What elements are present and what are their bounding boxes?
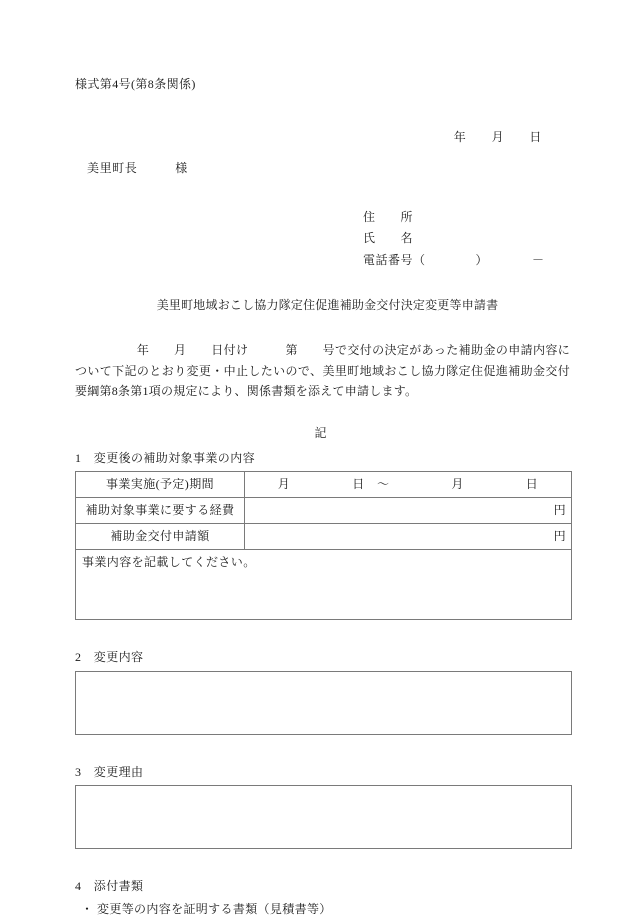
project-details-table bbox=[75, 471, 572, 620]
row-label-period: 事業実施(予定)期間 bbox=[76, 472, 245, 498]
applicant-block bbox=[75, 208, 570, 270]
applicant-phone-label: 電話番号（ ） － bbox=[363, 252, 545, 267]
project-description-cell[interactable]: 事業内容を記載してください。 bbox=[76, 550, 572, 620]
applicant-address-label: 住 所 bbox=[363, 209, 414, 224]
form-number: 様式第4号(第8条関係) bbox=[75, 77, 196, 91]
addressee: 美里町長 様 bbox=[87, 161, 188, 176]
table-row bbox=[76, 550, 572, 620]
row-label-subsidy-amount: 補助金交付申請額 bbox=[76, 524, 245, 550]
issue-date-line: 年 月 日 bbox=[453, 129, 542, 144]
body-paragraph-rest: について下記のとおり変更・中止したいので、美里町地域おこし協力隊定住促進補助金交付要綱第8条第1項の規定により、関係書類を添えて申請します。 bbox=[75, 343, 570, 399]
row-label-expenses: 補助対象事業に要する経費 bbox=[76, 498, 245, 524]
table-row bbox=[76, 524, 572, 550]
change-content-box[interactable] bbox=[75, 671, 572, 735]
row-value-period[interactable]: 月 日 ～ 月 日 bbox=[245, 472, 572, 498]
section-4-heading: 4 添付書類 bbox=[75, 879, 144, 894]
row-value-expenses[interactable]: 円 bbox=[245, 498, 572, 524]
document-title: 美里町地域おこし協力隊定住促進補助金交付決定変更等申請書 bbox=[156, 297, 499, 312]
applicant-name-label: 氏 名 bbox=[363, 231, 414, 246]
section-3-heading: 3 変更理由 bbox=[75, 764, 144, 779]
attachment-item-label: 変更等の内容を証明する書類（見積書等） bbox=[97, 902, 332, 916]
change-reason-box[interactable] bbox=[75, 785, 572, 849]
table-row bbox=[76, 498, 572, 524]
section-2-heading: 2 変更内容 bbox=[75, 650, 144, 665]
body-paragraph bbox=[75, 340, 570, 402]
bullet-icon: ・ bbox=[81, 902, 94, 916]
section-1-heading: 1 変更後の補助対象事業の内容 bbox=[75, 450, 256, 465]
body-paragraph-lead: 年 月 日付け 第 号で交付の決定があった補助金の申請内容 bbox=[75, 343, 558, 358]
ki-marker: 記 bbox=[314, 426, 327, 441]
row-value-subsidy-amount[interactable]: 円 bbox=[245, 524, 572, 550]
table-row bbox=[76, 472, 572, 498]
